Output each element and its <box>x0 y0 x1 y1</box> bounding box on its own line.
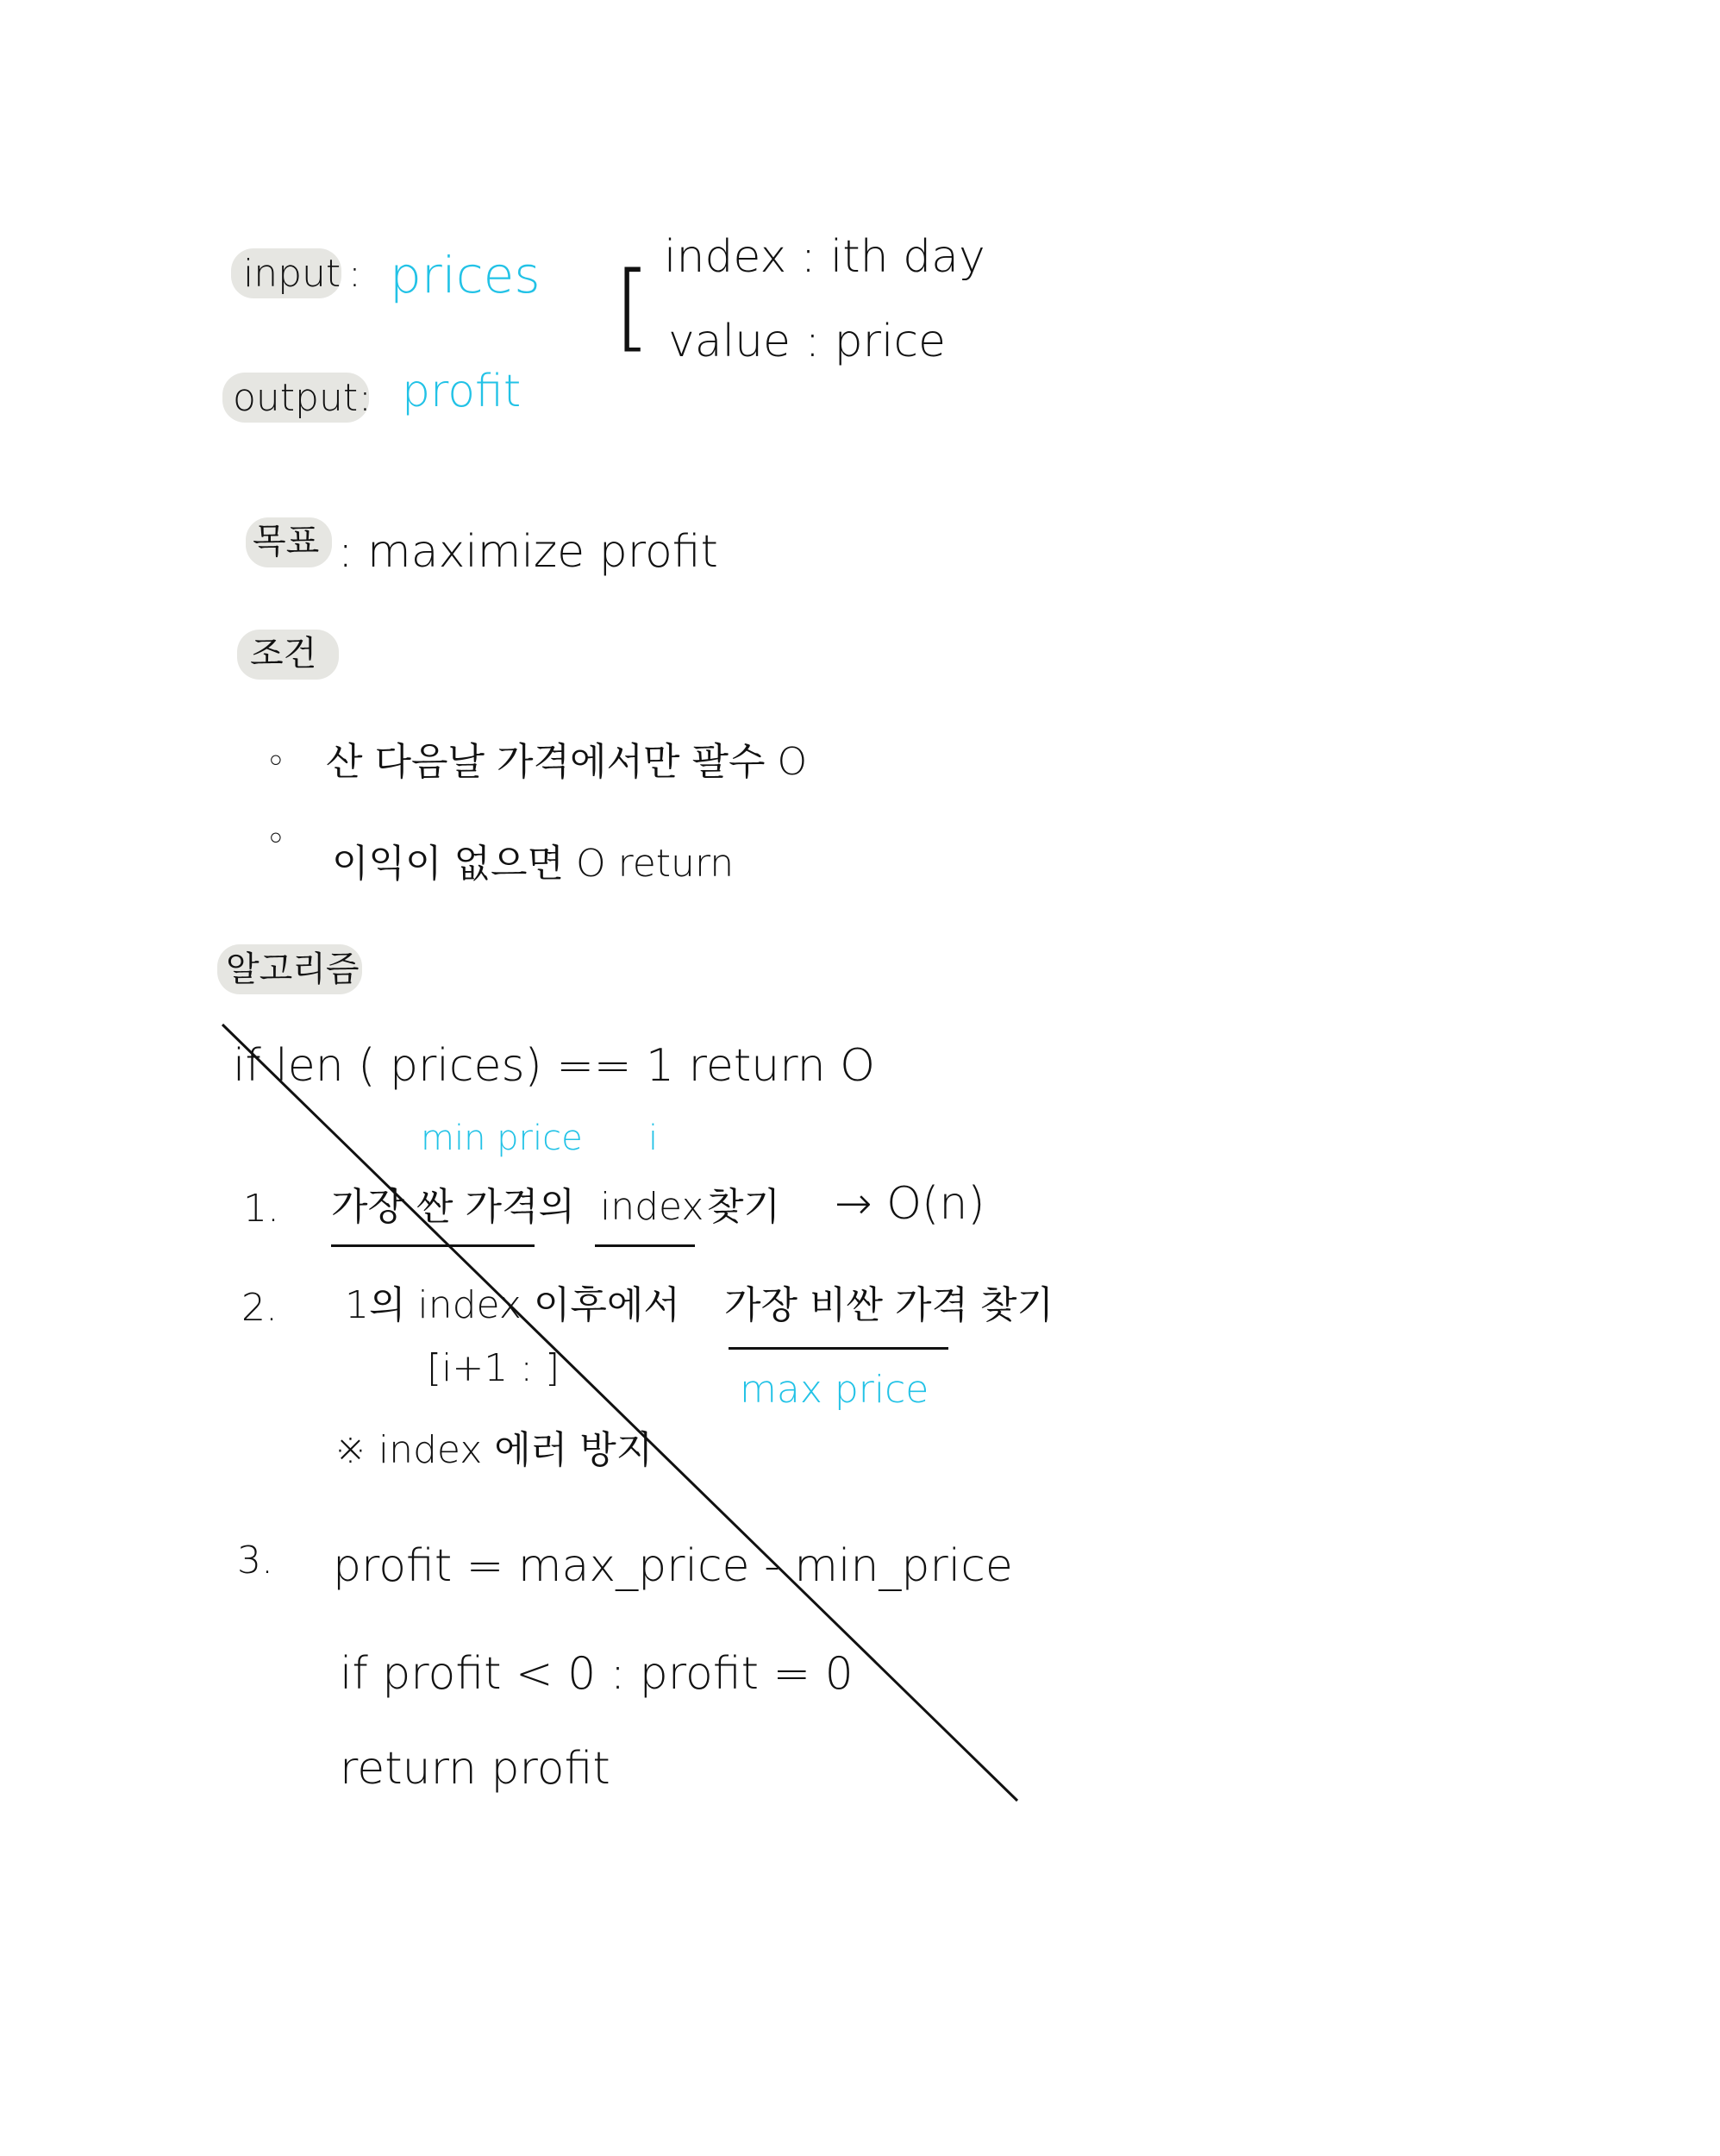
note-i: i <box>648 1119 659 1158</box>
step3-line-1: profit = max_price - min_price <box>333 1540 1013 1592</box>
bullet-2: ○ <box>269 824 283 850</box>
bullet-1: ○ <box>269 747 283 773</box>
step2-slice: [i+1 : ] <box>427 1346 560 1390</box>
value-line: value : price <box>668 316 947 367</box>
input-colon: : <box>348 252 361 296</box>
step1-text-b: index <box>600 1185 704 1229</box>
algorithm-label: 알고리즘 <box>226 950 360 989</box>
note-max-price: max price <box>740 1368 929 1412</box>
step3-number: 3. <box>237 1539 273 1583</box>
output-value: profit <box>402 366 522 417</box>
goal-text: : maximize profit <box>338 526 718 578</box>
step1-text-c: 찾기 <box>707 1185 781 1229</box>
step2-number: 2. <box>241 1286 278 1330</box>
step3-line-2: if profit < 0 : profit = 0 <box>340 1648 854 1700</box>
condition-item: 이익이 없으면 O return <box>332 842 735 886</box>
step1-complexity: → O(n) <box>835 1178 985 1230</box>
guard-line: if len ( prices) == 1 return O <box>233 1040 876 1092</box>
condition-item: 산 다음날 가격에서만 팔수 O <box>326 740 808 784</box>
input-value: prices <box>390 246 541 304</box>
output-label: output <box>233 376 359 420</box>
step3-line-3: return profit <box>340 1743 610 1795</box>
bracket: [ <box>614 251 651 361</box>
conditions-label: 조건 <box>250 634 317 674</box>
step1-text-a: 가장 싼 가격의 <box>331 1185 575 1229</box>
goal-label: 목표 <box>253 522 320 561</box>
step2-note: ※ index 에러 방지 <box>335 1428 654 1472</box>
index-line: index : ith day <box>664 231 985 283</box>
step1-number: 1. <box>243 1187 279 1231</box>
step2-text-a: 1의 index 이후에서 <box>345 1283 680 1327</box>
input-label: input <box>243 252 341 296</box>
note-min-price: min price <box>421 1119 583 1158</box>
output-colon: : <box>359 376 372 420</box>
step2-text-b: 가장 비싼 가격 찾기 <box>724 1283 1054 1327</box>
